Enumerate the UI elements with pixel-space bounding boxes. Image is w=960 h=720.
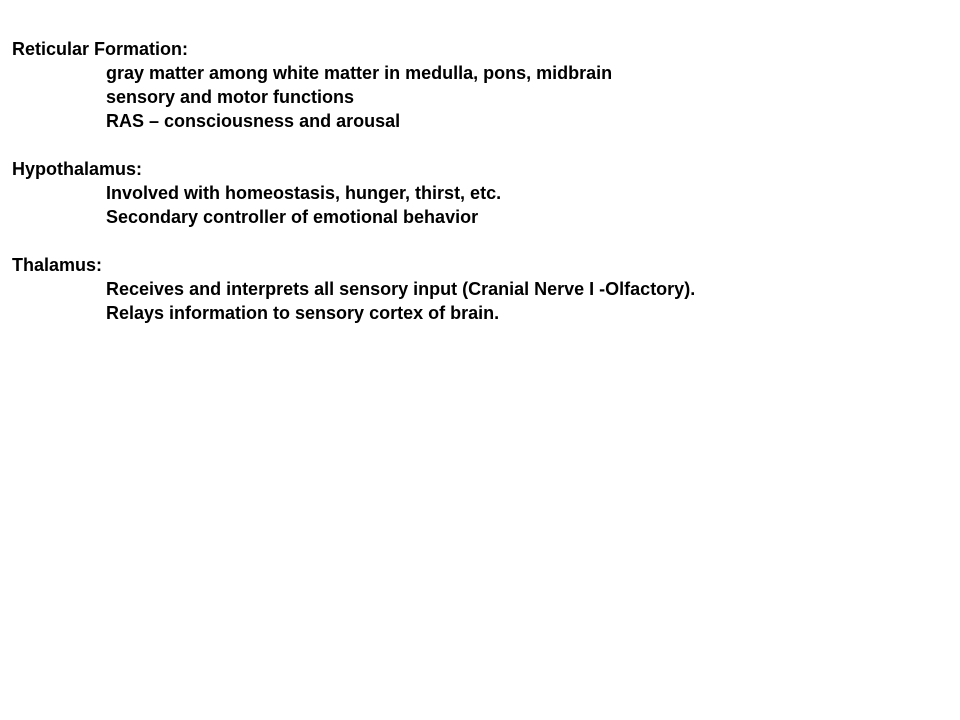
bullet-line: Relays information to sensory cortex of brain. — [106, 303, 500, 323]
section-heading: Thalamus: — [12, 255, 103, 275]
section-thalamus — [12, 253, 942, 325]
section-heading: Reticular Formation: — [12, 39, 189, 59]
bullet-line: gray matter among white matter in medulla, pons, midbrain — [106, 63, 613, 83]
section-hypothalamus — [12, 157, 942, 229]
bullet-line: sensory and motor functions — [106, 87, 355, 107]
bullet-line: Involved with homeostasis, hunger, thirst, etc. — [106, 183, 502, 203]
bullet-line: Secondary controller of emotional behavior — [106, 207, 479, 227]
slide-content — [12, 37, 942, 349]
section-heading: Hypothalamus: — [12, 159, 143, 179]
section-reticular-formation — [12, 37, 942, 133]
bullet-line: Receives and interprets all sensory input (Cranial Nerve I -Olfactory). — [106, 279, 696, 299]
bullet-line: RAS – consciousness and arousal — [106, 111, 401, 131]
